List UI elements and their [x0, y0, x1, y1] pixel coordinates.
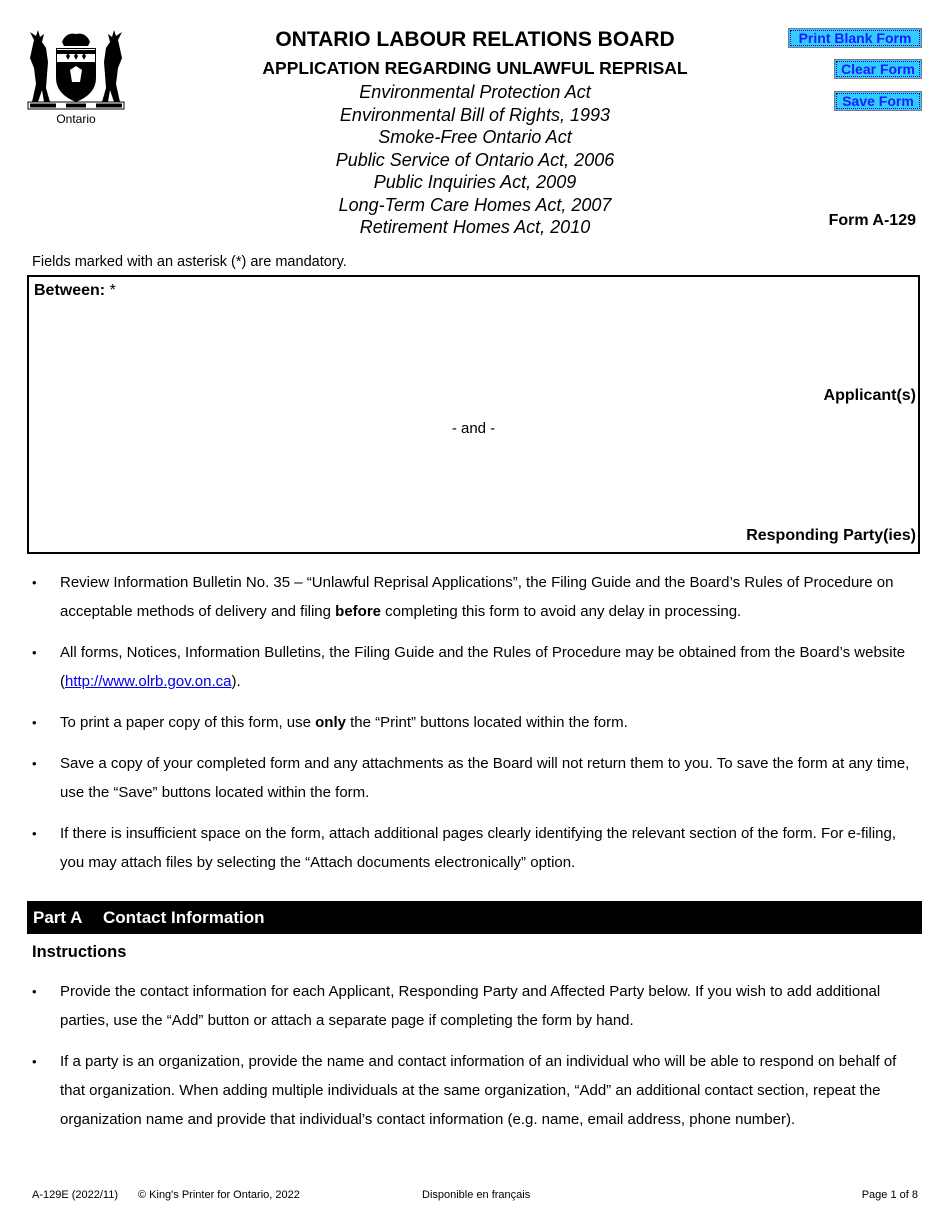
act-item: Long-Term Care Homes Act, 2007 — [338, 194, 612, 215]
act-item: Public Service of Ontario Act, 2006 — [335, 149, 615, 170]
act-item: Environmental Protection Act — [359, 82, 591, 102]
ontario-coat-of-arms-icon — [26, 28, 126, 110]
bullet-text: the “Print” buttons located within the form. — [345, 714, 628, 731]
instructions-heading: Instructions — [32, 943, 127, 961]
act-item: Public Inquiries Act, 2009 — [373, 172, 577, 192]
list-item: • If there is insufficient space on the form, attach additional pages clearly identifying the relevant section of the form. For e-filing, you may attach files by selecting the “Attach documents electronically” option. — [30, 819, 910, 877]
list-item — [30, 568, 910, 626]
form-number: Form A-129 — [828, 212, 916, 229]
applicant-label: Applicant(s) — [823, 387, 916, 404]
ontario-logo — [26, 28, 126, 128]
mandatory-asterisk: * — [105, 282, 116, 299]
save-form-button[interactable]: Save Form — [834, 91, 922, 111]
bullet-text: completing this form to avoid any delay in processing. — [381, 603, 742, 620]
olrb-website-link[interactable]: http://www.olrb.gov.on.ca — [65, 673, 232, 690]
application-title: APPLICATION REGARDING UNLAWFUL REPRISAL — [262, 58, 688, 78]
act-item: Environmental Bill of Rights, 1993 — [339, 104, 611, 125]
ontario-logo-label: Ontario — [56, 112, 96, 126]
general-instructions-list — [30, 568, 910, 889]
list-item: • If a party is an organization, provide the name and contact information of an individual who will be able to respond on behalf of that organization. When adding multiple individuals at the same organization, “Add” an additional contact section, repeat the organization name and provide that individual’s contact information (e.g. name, email address, phone number). — [30, 1047, 910, 1134]
list-item — [30, 638, 910, 696]
acts-list — [230, 81, 720, 239]
part-a-instructions-list — [30, 977, 910, 1146]
bullet-text: All forms, Notices, Information Bulletins, the Filing Guide and the Rules of Procedure may be obtained from the Board’s website ( — [60, 644, 906, 690]
print-blank-form-button[interactable]: Print Blank Form — [788, 28, 922, 48]
part-a-header — [27, 901, 922, 934]
part-title: Contact Information — [103, 908, 265, 927]
part-letter: Part A — [33, 908, 83, 927]
french-availability: Disponible en français — [422, 1189, 531, 1201]
act-item: Retirement Homes Act, 2010 — [359, 217, 591, 237]
copyright: © King's Printer for Ontario, 2022 — [138, 1189, 300, 1201]
between-label-text: Between: — [34, 282, 106, 299]
and-separator: - and - — [451, 420, 496, 437]
list-item: • Provide the contact information for each Applicant, Responding Party and Affected Party below. If you wish to add additional parties, use the “Add” button or attach a separate page if completing the form by hand. — [30, 977, 910, 1035]
responding-party-label: Responding Party(ies) — [746, 527, 916, 544]
list-item: • Save a copy of your completed form and any attachments as the Board will not return them to you. To save the form at any time, use the “Save” buttons located within the form. — [30, 749, 910, 807]
bullet-text: ). — [231, 673, 241, 690]
bullet-text: To print a paper copy of this form, use — [60, 714, 316, 731]
list-item — [30, 708, 910, 737]
bullet-text: Review Information Bulletin No. 35 – “Unlawful Reprisal Applications”, the Filing Guide and the Board’s Rules of Procedure on acceptable methods of delivery and filing — [60, 574, 894, 620]
bullet-emphasis: before — [335, 603, 382, 620]
page-number: Page 1 of 8 — [861, 1189, 918, 1201]
act-item: Smoke-Free Ontario Act — [378, 127, 572, 147]
board-title: ONTARIO LABOUR RELATIONS BOARD — [275, 28, 675, 51]
bullet-emphasis: only — [315, 714, 346, 731]
clear-form-button[interactable]: Clear Form — [834, 59, 922, 79]
form-code: A-129E (2022/11) — [32, 1189, 119, 1201]
between-label — [34, 282, 116, 300]
mandatory-note: Fields marked with an asterisk (*) are mandatory. — [32, 254, 347, 270]
form-header — [230, 26, 720, 239]
between-parties-box[interactable] — [27, 275, 920, 554]
